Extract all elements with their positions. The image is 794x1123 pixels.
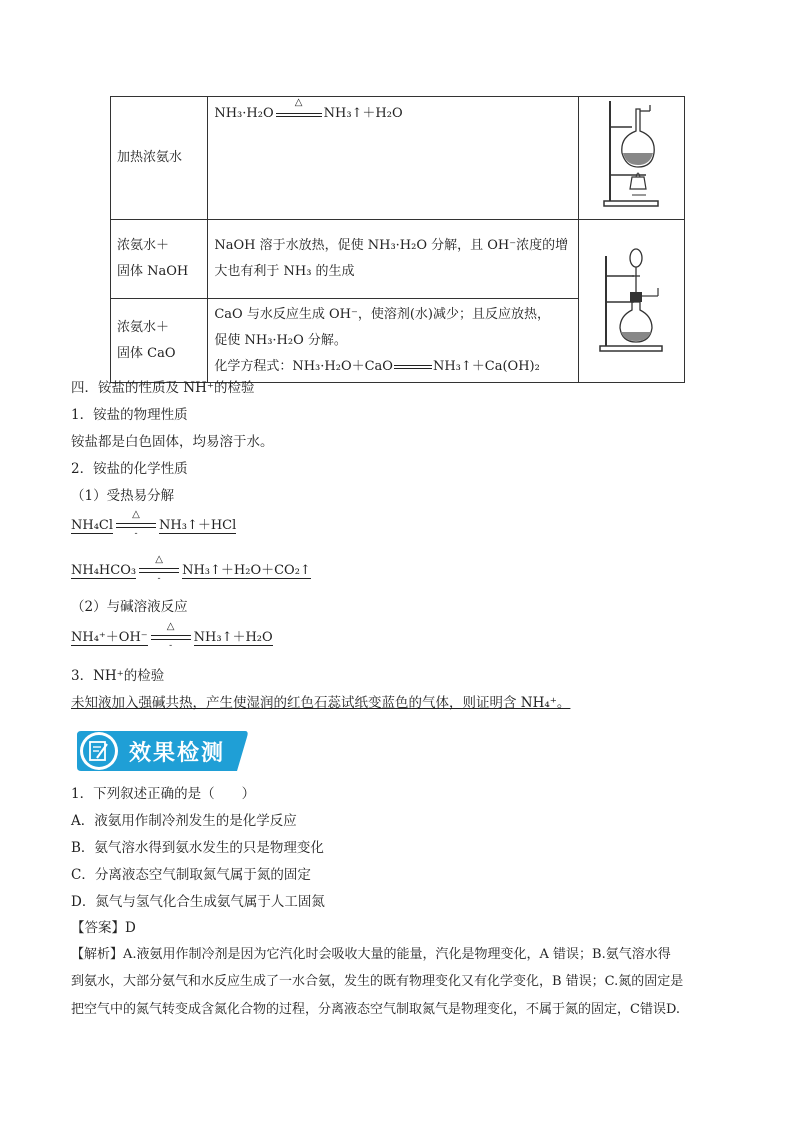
reactant: NH₄⁺＋OH⁻: [71, 626, 148, 646]
explanation-line: CaO 与水反应生成 OH⁻，使溶剂(水)减少；且反应放热，: [214, 306, 550, 322]
reactant: NH₄Cl: [71, 518, 114, 533]
reaction-condition-bar: [276, 97, 322, 121]
subsection-title: 1．铵盐的物理性质: [71, 407, 188, 423]
reaction-equation: [71, 554, 311, 584]
equation: [214, 97, 403, 127]
equation-right: NH₃↑＋Ca(OH)₂: [432, 358, 540, 374]
subsection-title: 3．NH⁺的检验: [71, 668, 165, 684]
explanation-line: 促使 NH₃·H₂O 分解。: [214, 332, 347, 348]
heat-condition: △: [132, 509, 140, 520]
paragraph: 未知液加入强碱共热，产生使湿润的红色石蕊试纸变蓝色的气体，则证明含 NH₄⁺。: [71, 695, 571, 711]
chemical-equation-line: [214, 354, 571, 380]
separatory-funnel-flask-apparatus-icon: [596, 236, 666, 356]
section-heading: 四．铵盐的性质及 NH⁺的检验: [71, 380, 255, 396]
reactant: NH₄HCO₃: [71, 563, 137, 578]
analysis-line: 把空气中的氮气转变成含氮化合物的过程，分离液态空气制取氮气是物理变化，不属于氮的固定，C错误D.: [71, 1002, 681, 1017]
answer: 【答案】D: [71, 920, 136, 936]
question-stem: 1．下列叙述正确的是（ ）: [71, 786, 256, 802]
apparatus-cell: [578, 220, 685, 383]
option-b: B．氨气溶水得到氨水发生的只是物理变化: [71, 840, 324, 856]
product: NH₃↑＋H₂O: [194, 626, 273, 646]
heat-condition: △: [166, 621, 175, 632]
explanation-line: NaOH 溶于水放热，促使 NH₃·H₂O 分解，且 OH⁻浓度的增: [214, 238, 569, 253]
equation-right: NH₃↑＋H₂O: [323, 106, 403, 121]
table-row: [111, 220, 685, 299]
equals-sign: [394, 363, 432, 371]
reaction-arrow: △ -: [139, 555, 179, 579]
explanation-cell: [208, 299, 578, 383]
method-cell: [111, 220, 208, 299]
banner-title: 效果检测: [129, 741, 226, 766]
method-label-line: 浓氨水＋: [117, 319, 170, 335]
reaction-arrow: △ -: [151, 622, 191, 646]
heat-condition: △: [155, 554, 163, 565]
list-item: （1）受热易分解: [71, 488, 175, 504]
option-d: D．氮气与氢气化合生成氨气属于人工固氮: [71, 894, 325, 910]
method-label-line: 固体 NaOH: [117, 264, 189, 279]
reaction-equation: [71, 509, 237, 539]
list-item: （2）与碱溶液反应: [71, 599, 188, 615]
method-cell: [111, 97, 208, 220]
flask-heating-apparatus-icon: [596, 97, 666, 209]
equation-cell: [208, 97, 578, 220]
option-a: A．液氨用作制冷剂发生的是化学反应: [71, 813, 297, 829]
heat-condition: △: [294, 97, 303, 108]
product: NH₃↑＋HCl: [159, 514, 236, 534]
subsection-title: 2．铵盐的化学性质: [71, 461, 188, 477]
reaction-arrow: △ -: [116, 510, 156, 534]
method-label: 加热浓氨水: [117, 150, 183, 165]
method-label-line: 浓氨水＋: [117, 238, 170, 253]
product: NH₃↑＋H₂O＋CO₂↑: [182, 559, 311, 579]
explanation-cell: [208, 220, 578, 299]
method-label-line: 固体 CaO: [117, 345, 176, 361]
ammonia-methods-table: [110, 96, 685, 383]
equation-left: 化学方程式：NH₃·H₂O＋CaO: [214, 358, 393, 374]
analysis-line: 【解析】A.液氨用作制冷剂是因为它汽化时会吸收大量的能量，汽化是物理变化，A 错误；B.氨气溶水得: [71, 947, 671, 962]
analysis-line: 到氨水，大部分氨气和水反应生成了一水合氨，发生的既有物理变化又有化学变化，B 错误；C.氮的固定是: [71, 974, 684, 989]
explanation-line: 大也有利于 NH₃ 的生成: [214, 264, 355, 279]
table-row: [111, 97, 685, 220]
apparatus-cell: [578, 97, 685, 220]
option-c: C．分离液态空气制取氮气属于氮的固定: [71, 867, 311, 883]
reaction-equation: [71, 621, 273, 651]
section-banner: [73, 727, 253, 775]
paragraph: 铵盐都是白色固体，均易溶于水。: [71, 434, 274, 450]
equation-left: NH₃·H₂O: [214, 106, 274, 121]
method-cell: [111, 299, 208, 383]
